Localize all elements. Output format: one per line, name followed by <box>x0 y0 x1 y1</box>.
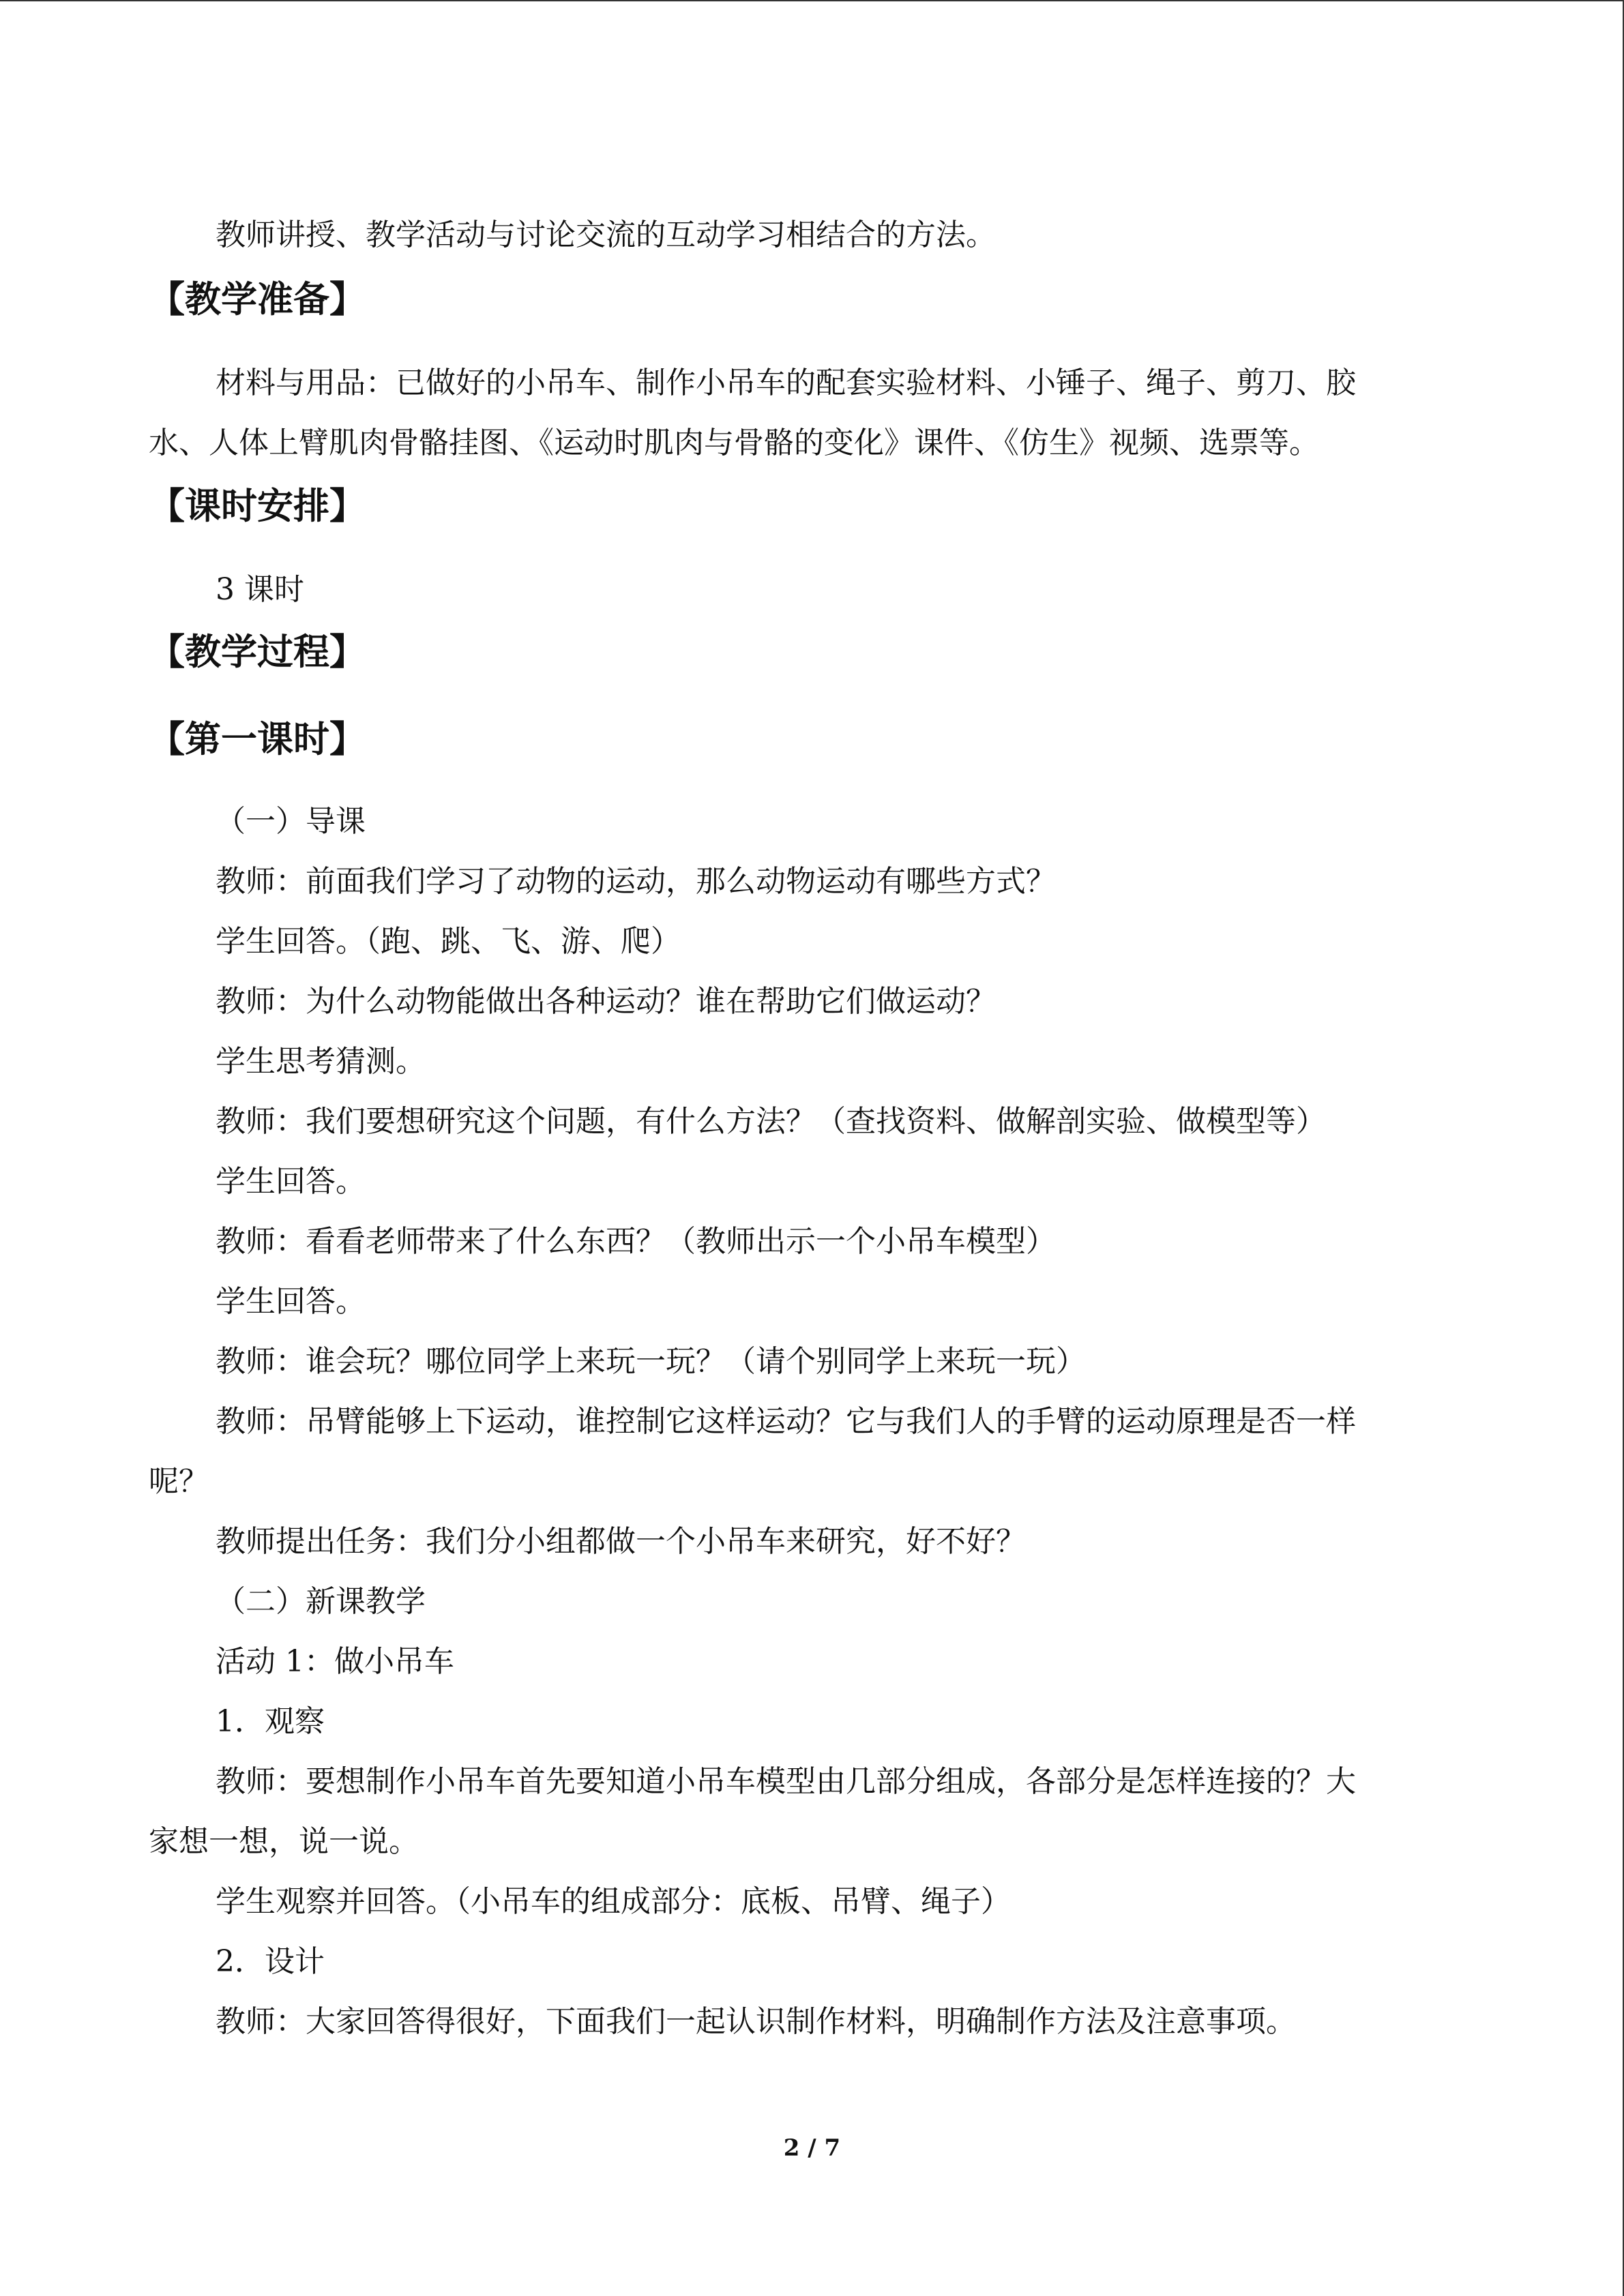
list-item: 教师：谁会玩？哪位同学上来玩一玩？（请个别同学上来玩一玩） <box>216 1344 1086 1379</box>
list-item: 教师：看看老师带来了什么东西？（教师出示一个小吊车模型） <box>216 1224 1056 1259</box>
list-item: 学生回答。 <box>216 1164 366 1199</box>
list-item: （一）导课 <box>216 804 366 839</box>
heading-teaching-process: 【教学过程】 <box>149 631 366 673</box>
prep-text-line-2: 水、人体上臂肌肉骨骼挂图、《运动时肌肉与骨骼的变化》课件、《仿生》视频、选票等。 <box>149 426 1319 460</box>
prep-text-line-1: 材料与用品：已做好的小吊车、制作小吊车的配套实验材料、小锤子、绳子、剪刀、胶 <box>216 366 1356 400</box>
list-item: 学生观察并回答。（小吊车的组成部分：底板、吊臂、绳子） <box>216 1884 1011 1919</box>
intro-method-text: 教师讲授、教学活动与讨论交流的互动学习相结合的方法。 <box>216 218 996 252</box>
list-item: 1．观察 <box>216 1704 325 1739</box>
page-number: 2 / 7 <box>783 2134 841 2162</box>
list-item: 教师：我们要想研究这个问题，有什么方法？（查找资料、做解剖实验、做模型等） <box>216 1104 1326 1139</box>
heading-first-lesson: 【第一课时】 <box>149 719 366 760</box>
list-item: 呢？ <box>149 1464 209 1499</box>
list-item: 学生回答。 <box>216 1284 366 1319</box>
list-item: 教师：前面我们学习了动物的运动，那么动物运动有哪些方式？ <box>216 864 1056 899</box>
heading-schedule: 【课时安排】 <box>149 486 366 527</box>
list-item: 活动 1：做小吊车 <box>216 1644 454 1679</box>
list-item: 教师：为什么动物能做出各种运动？谁在帮助它们做运动？ <box>216 984 996 1019</box>
heading-teaching-prep: 【教学准备】 <box>149 279 366 320</box>
list-item: 学生思考猜测。 <box>216 1044 426 1079</box>
list-item: 教师：大家回答得很好，下面我们一起认识制作材料，明确制作方法及注意事项。 <box>216 2004 1296 2039</box>
page-top-border <box>0 0 1624 1</box>
list-item: （二）新课教学 <box>216 1584 426 1619</box>
schedule-text: 3 课时 <box>216 572 304 607</box>
list-item: 教师：要想制作小吊车首先要知道小吊车模型由几部分组成，各部分是怎样连接的？大 <box>216 1764 1356 1799</box>
list-item: 家想一想，说一说。 <box>149 1824 419 1859</box>
list-item: 教师提出任务：我们分小组都做一个小吊车来研究，好不好？ <box>216 1524 1026 1559</box>
list-item: 学生回答。（跑、跳、飞、游、爬） <box>216 924 681 959</box>
list-item: 教师：吊臂能够上下运动，谁控制它这样运动？它与我们人的手臂的运动原理是否一样 <box>216 1404 1356 1439</box>
list-item: 2．设计 <box>216 1944 325 1979</box>
